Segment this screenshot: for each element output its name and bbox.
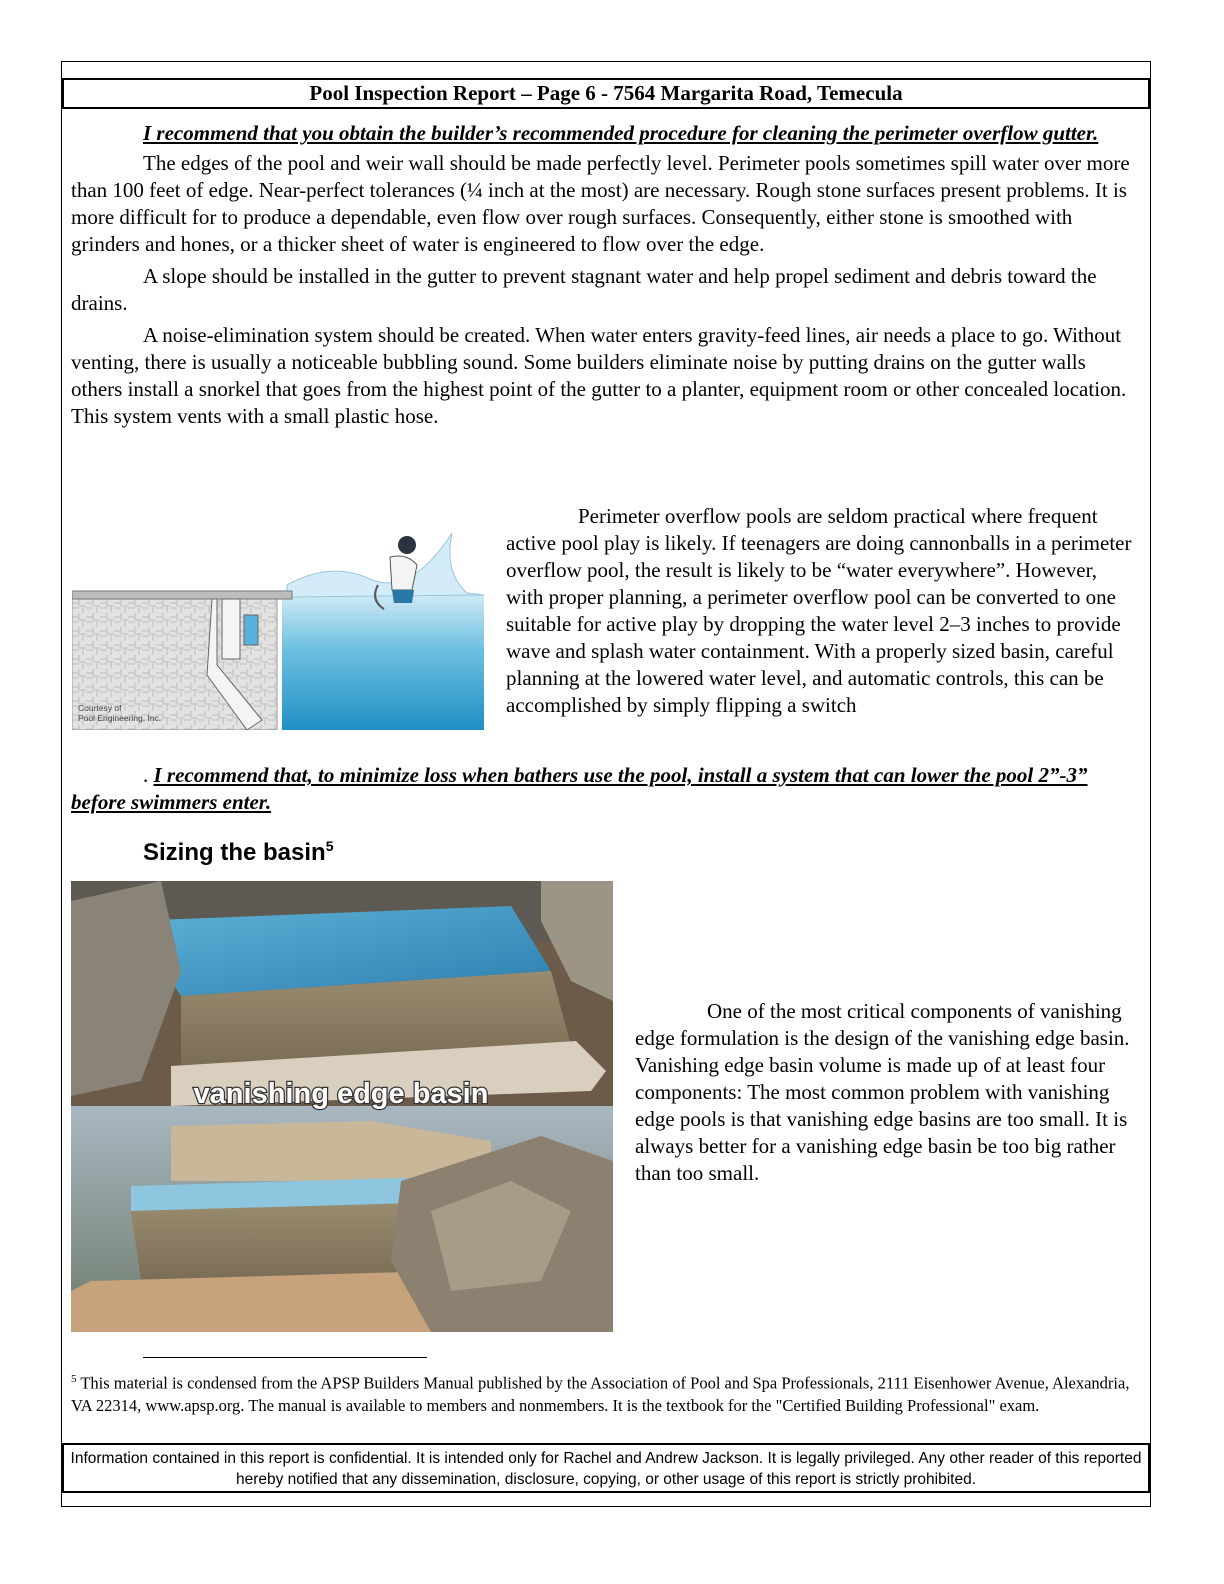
paragraph-active-play: Perimeter overflow pools are seldom practical where frequent active pool play is likely. If teenagers are doing cannonballs in a perimeter overflow pool, the result is likely to be “water everywhere”. However, with proper planning, a perimeter overflow pool can be converted to one suitable for active play by dropping the water level 2–3 inches to provide wave and splash water containment. With a properly sized basin, careful planning at the lowered water level, and automatic controls, this can be accomplished by simply flipping a switch — [506, 504, 1132, 717]
recommendation-lower-water: . I recommend that, to minimize loss when bathers use the pool, install a system that can lower the pool 2”-3” before swimmers enter. — [71, 763, 1088, 814]
overflow-gutter-diagram — [72, 515, 484, 730]
page-title: Pool Inspection Report – Page 6 - 7564 Margarita Road, Temecula — [309, 81, 903, 105]
page-header — [62, 78, 1150, 109]
paragraph-slope: A slope should be installed in the gutter to prevent stagnant water and help propel sediment and debris toward the drains. — [71, 264, 1097, 315]
footnote-separator — [143, 1357, 427, 1358]
recommendation-cleaning: I recommend that you obtain the builder’s recommended procedure for cleaning the perimeter overflow gutter. — [143, 121, 1099, 145]
footnote-number: 5 — [71, 1373, 77, 1385]
diagram-credit-line1: Courtesy of — [78, 703, 122, 713]
footnote: $^5$ This material is condensed from the APSP Builders Manual published by the Association of Pool and Spa Professionals, 2111 Eisenhower Avenue, Alexandria, VA 22314, www.apsp.org. The manual is available to members and nonmembers. It is the textbook for the "Certified Building Professional" exam. — [71, 1373, 1130, 1415]
paragraph-noise: A noise-elimination system should be created. When water enters gravity-feed lines, air needs a place to go. Without venting, there is usually a noticeable bubbling sound. Some builders eliminate noise by putting drains on the gutter walls others install a snorkel that goes from the highest point of the gutter to a planter, equipment room or other concealed location. This system vents with a small plastic hose. — [71, 323, 1127, 428]
swimmer-head — [398, 536, 416, 554]
footnote-reference: 5 — [325, 838, 334, 854]
paragraph-basin-sizing: One of the most critical components of vanishing edge formulation is the design of the vanishing edge basin. Vanishing edge basin volume is made up of at least four components: The most common problem with vanishing edge pools is that vanishing edge basins are too small. It is always better for a vanishing edge basin be too big rather than too small. — [635, 999, 1130, 1185]
paragraph-level-edges: The edges of the pool and weir wall should be made perfectly level. Perimeter pools sometimes spill water over more than 100 feet of edge. Near-perfect tolerances (¼ inch at the most) are necessary. Rough stone surfaces present problems. It is more difficult for to produce a dependable, even flow over rough surfaces. Consequently, either stone is smoothed with grinders and hones, or a thicker sheet of water is engineered to flow over the edge. — [71, 151, 1130, 256]
main-text — [71, 120, 1141, 430]
diagram-credit-line2: Pool Engineering, Inc. — [78, 713, 162, 723]
confidentiality-footer: Information contained in this report is confidential. It is intended only for Rachel and Andrew Jackson. It is legally privileged. Any other reader of this reported hereby notified that any dissemination, disclosure, copying, or other usage of this report is strictly prohibited. — [62, 1443, 1150, 1493]
section-heading: Sizing the basin$^5$ — [143, 838, 334, 866]
photo-overlay-label: vanishing edge basin — [193, 1078, 489, 1110]
vanishing-edge-basin-photo — [71, 881, 613, 1332]
